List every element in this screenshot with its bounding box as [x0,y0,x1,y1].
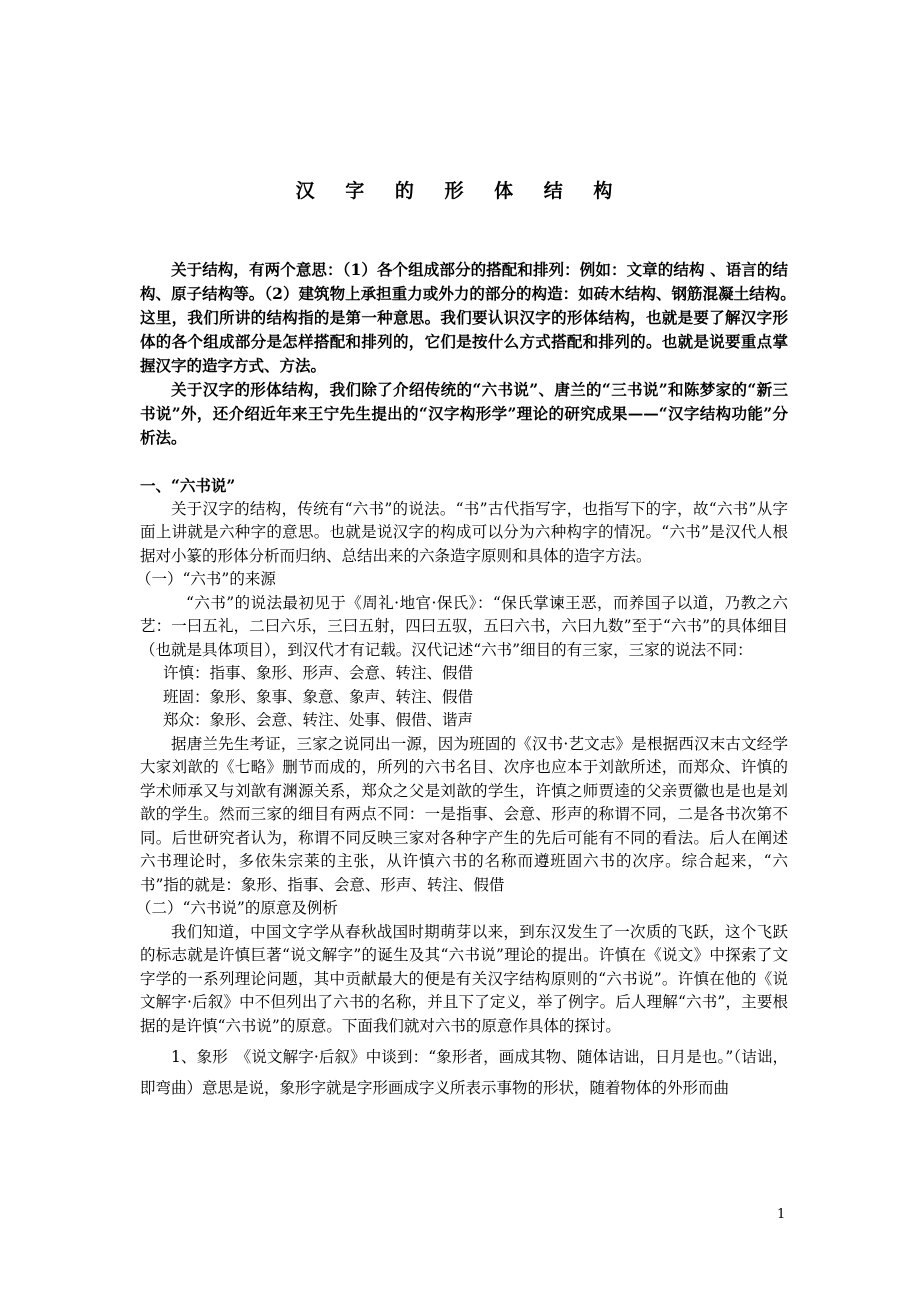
intro-paragraph-2: 关于汉字的形体结构，我们除了介绍传统的“六书说”、唐兰的“三书说”和陈梦家的“新三书说”外，还介绍近年来王宁先生提出的“汉字构形学”理论的研究成果——“汉字结构功能”分析法。 [140,380,788,447]
section-liushu [136,474,788,1104]
section-paragraph-1: 关于汉字的结构，传统有“六书”的说法。“书”古代指写字，也指写下的字，故“六书”从字面上讲就是六种字的意思。也就是说汉字的构成可以分为六种构字的情况。“六书”是汉代人根据对小篆的形体分析而归纳、总结出来的六条造字原则和具体的造字方法。 [140,499,788,565]
three-schools-list [140,662,788,733]
list-item: 许慎：指事、象形、形声、会意、转注、假借 [163,664,474,682]
section-heading: 一、“六书说” [140,476,236,495]
list-item: 郑众：象形、会意、转注、处事、假借、谐声 [163,711,474,729]
section-paragraph-4: 我们知道，中国文字学从春秋战国时期萌芽以来，到东汉发生了一次质的飞跃，这个飞跃的标志就是许慎巨著“说文解字”的诞生及其“六书说”理论的提出。许慎在《说文》中探索了文字学的一系列理论问题，其中贡献最大的便是有关汉字结构原则的“六书说”。许慎在他的《说文解字·后叙》中不但列出了六书的名称，并且下了定义，举了例字。后人理解“六书”，主要根据的是许慎“六书说”的原意。下面我们就对六书的原意作具体的探讨。 [140,922,788,1035]
list-item: 班固：象形、象事、象意、象声、转注、假借 [163,687,474,706]
section-paragraph-3: 据唐兰先生考证，三家之说同出一源，因为班固的《汉书·艺文志》是根据西汉末古文经学大家刘歆的《七略》删节而成的，所列的六书名目、次序也应本于刘歆所述，而郑众、许慎的学术师承又与刘歆有渊源关系，郑众之父是刘歆的学生，许慎之师贾逵的父亲贾徽也是也是刘歆的学生。然而三家的细目有两点不同：一是指事、会意、形声的称谓不同，二是各书次第不同。后世研究者认为，称谓不同反映三家对各种字产生的先后可能有不同的看法。后人在阐述六书理论时，多依朱宗莱的主张，从许慎六书的名称而遵班固六书的次序。综合起来，“六书”指的就是：象形、指事、会意、形声、转注、假借 [140,734,788,894]
subsection-heading-2: （二）“六书说”的原意及例析 [136,899,338,917]
page-title: 汉 字 的 形 体 结 构 [295,180,625,202]
section-paragraph-5: 1、象形 《说文解字·后叙》中谈到：“象形者，画成其物、随体诘诎，日月是也。”（诘诎，即弯曲）意思是说，象形字就是字形画成字义所表示事物的形状，随着物体的外形而曲 [140,1048,788,1097]
subsection-heading-1: （一）“六书”的来源 [136,570,276,588]
intro-paragraph-1: 关于结构，有两个意思：（1）各个组成部分的搭配和排列：例如：文章的结构 、语言的结构、原子结构等。（2）建筑物上承担重力或外力的部分的构造：如砖木结构、钢筋混凝土结构。 这里，我们所讲的结构指的是第一种意思。我们要认识汉字的形体结构，也就是要了解汉字形体的各个组成部分是怎样搭配和排列的，它们是按什么方式搭配和排列的。也就是说要重点掌握汉字的造字方式、方法。 [140,260,820,375]
intro-section [140,258,820,450]
section-paragraph-2: “六书”的说法最初见于《周礼·地官·保氏》：“保氏掌谏王恶，而养国子以道，乃教之六艺：一曰五礼，二曰六乐，三曰五射，四曰五驭，五曰六书，六曰九数”至于“六书”的具体细目（也就是具体项目），到汉代才有记载。汉代记述“六书”细目的有三家，三家的说法不同： [140,593,788,659]
page-number: 1 [777,1207,786,1222]
